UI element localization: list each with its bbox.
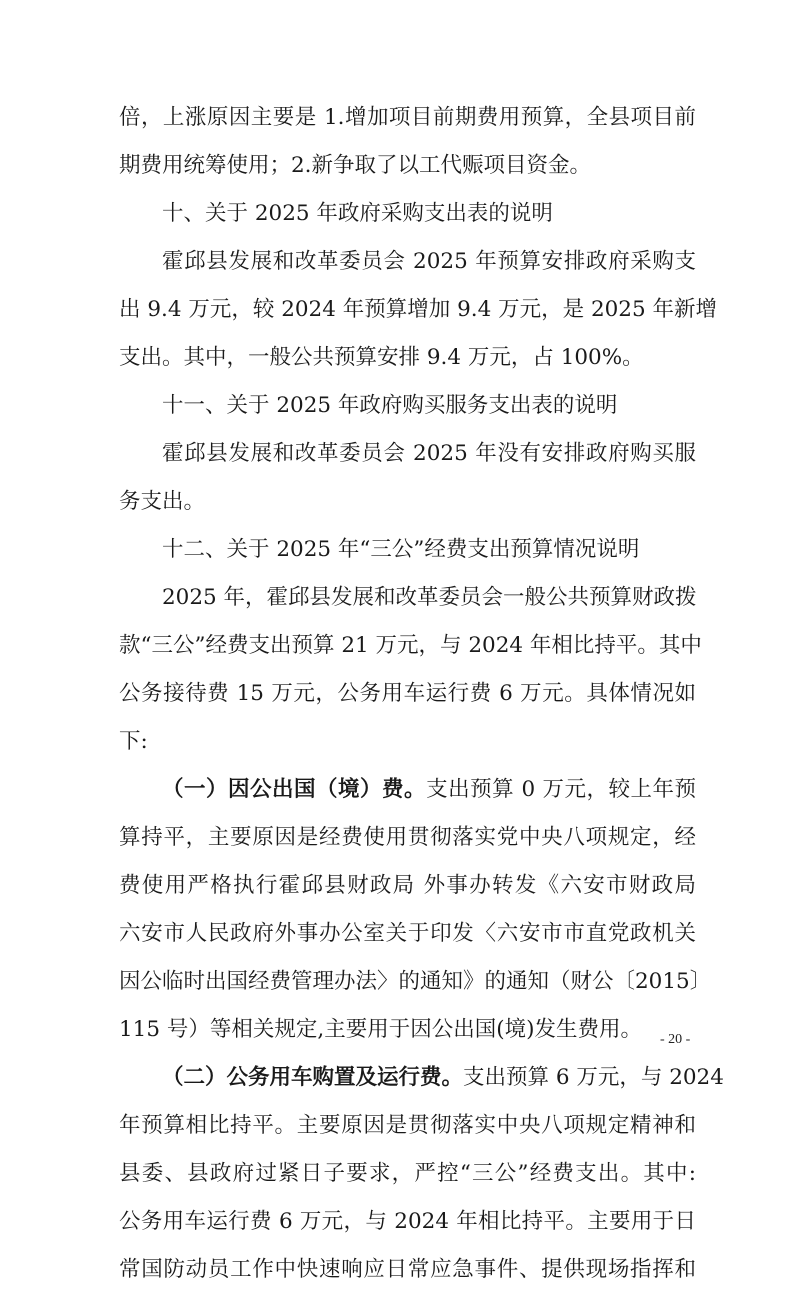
paragraph-line: 款“三公”经费支出预算 21 万元，与 2024 年相比持平。其中 — [119, 633, 702, 658]
paragraph-line: 出 9.4 万元，较 2024 年预算增加 9.4 万元，是 2025 年新增 — [119, 297, 717, 322]
page-number: - 20 - — [660, 1032, 691, 1047]
paragraph-line: 2025 年，霍邱县发展和改革委员会一般公共预算财政拨 — [162, 585, 697, 610]
paragraph-line: 倍，上涨原因主要是 1.增加项目前期费用预算，全县项目前 — [119, 105, 696, 130]
section-heading: 十、关于 2025 年政府采购支出表的说明 — [162, 201, 553, 226]
section-heading: 十一、关于 2025 年政府购买服务支出表的说明 — [162, 393, 618, 418]
subsection-title: （一）因公出国（境）费。 — [162, 777, 427, 802]
subsection-title: （二）公务用车购置及运行费。 — [162, 1065, 464, 1090]
paragraph-line: 算持平，主要原因是经费使用贯彻落实党中央八项规定，经 — [119, 825, 696, 850]
document-body — [119, 94, 724, 1294]
paragraph-line: 期费用统筹使用；2.新争取了以工代赈项目资金。 — [119, 153, 592, 178]
paragraph-line: 务支出。 — [119, 489, 206, 514]
paragraph-line: 下: — [119, 729, 148, 754]
paragraph-line: 因公临时出国经费管理办法〉的通知》的通知（财公〔2015〕 — [119, 969, 712, 994]
paragraph-line: 支出。其中，一般公共预算安排 9.4 万元，占 100%。 — [119, 345, 644, 370]
paragraph-line: 县委、县政府过紧日子要求，严控“三公”经费支出。其中: — [119, 1161, 696, 1186]
subsection-line: （一）因公出国（境）费。支出预算 0 万元，较上年预 — [162, 777, 696, 802]
paragraph-line: 霍邱县发展和改革委员会 2025 年预算安排政府采购支 — [162, 249, 696, 274]
paragraph-line: 六安市人民政府外事办公室关于印发〈六安市市直党政机关 — [119, 921, 696, 946]
subsection-line: （二）公务用车购置及运行费。支出预算 6 万元，与 2024 — [162, 1065, 724, 1090]
paragraph-line: 公务接待费 15 万元，公务用车运行费 6 万元。具体情况如 — [119, 681, 696, 706]
section-heading: 十二、关于 2025 年“三公”经费支出预算情况说明 — [162, 537, 640, 562]
paragraph-line: 费使用严格执行霍邱县财政局 外事办转发《六安市财政局 — [119, 873, 696, 898]
paragraph-line: 公务用车运行费 6 万元，与 2024 年相比持平。主要用于日 — [119, 1209, 696, 1234]
paragraph-line: 115 号）等相关规定,主要用于因公出国(境)发生费用。 — [119, 1017, 642, 1042]
paragraph-line: 霍邱县发展和改革委员会 2025 年没有安排政府购买服 — [162, 441, 696, 466]
paragraph-line: 年预算相比持平。主要原因是贯彻落实中央八项规定精神和 — [119, 1113, 696, 1138]
paragraph-line: 常国防动员工作中快速响应日常应急事件、提供现场指挥和 — [119, 1257, 696, 1282]
